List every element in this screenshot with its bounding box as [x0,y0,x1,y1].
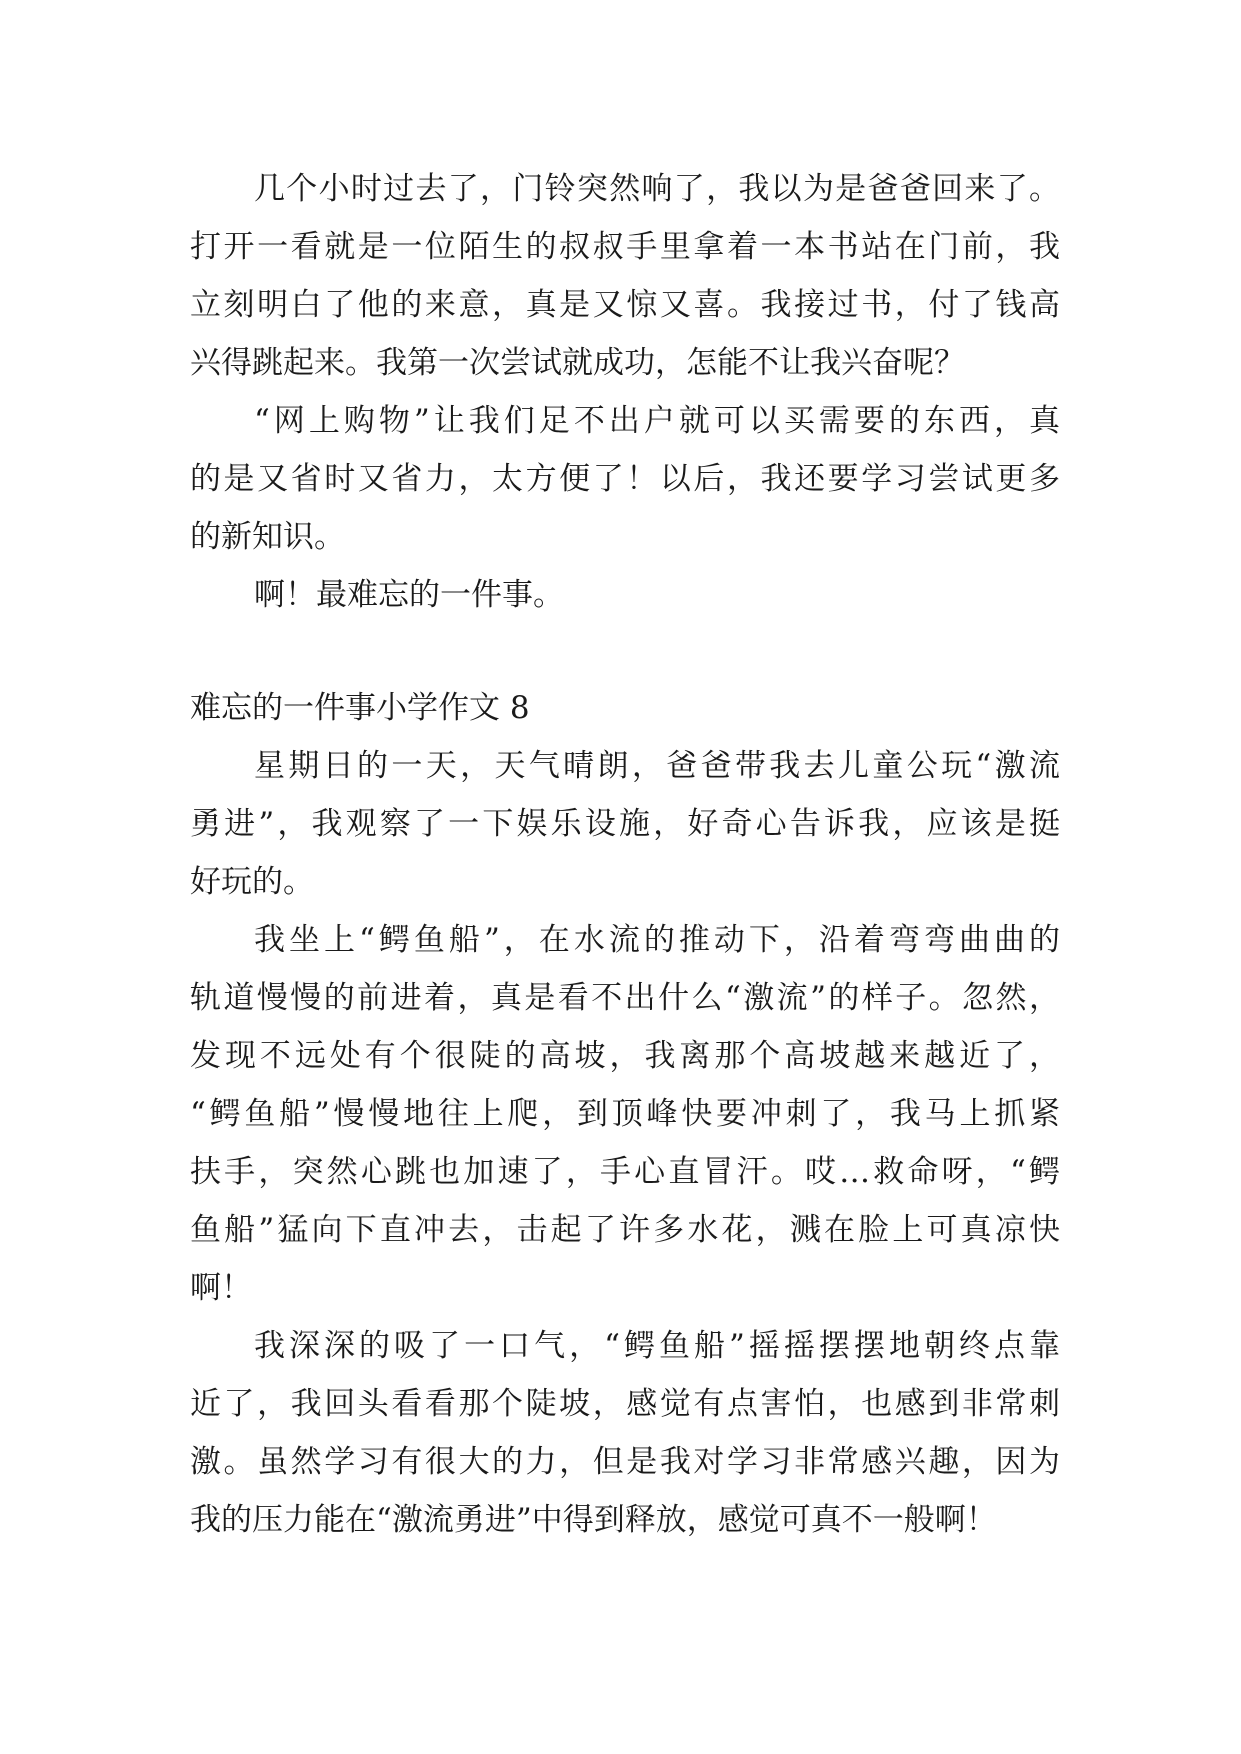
paragraph-line: 鱼船”猛向下直冲去，击起了许多水花，溅在脸上可真凉快 [190,1212,1060,1248]
spacer [190,624,1060,679]
paragraph-line: 星期日的一天，天气晴朗，爸爸带我去儿童公玩“激流 [254,748,1060,784]
paragraph [190,737,1060,911]
paragraph-line: 啊！最难忘的一件事。 [254,577,564,613]
paragraph-line: 几个小时过去了，门铃突然响了，我以为是爸爸回来了。 [254,171,1060,207]
paragraph [190,160,1060,392]
document-body [190,160,1060,1549]
paragraph-line: 我的压力能在“激流勇进”中得到释放，感觉可真不一般啊！ [190,1502,997,1538]
paragraph-line: 勇进”，我观察了一下娱乐设施，好奇心告诉我，应该是挺 [190,806,1060,842]
paragraph [190,566,1060,624]
paragraph-line: 兴得跳起来。我第一次尝试就成功，怎能不让我兴奋呢？ [190,345,965,381]
paragraph-line: 近了，我回头看看那个陡坡，感觉有点害怕，也感到非常刺 [190,1386,1060,1422]
paragraph-line: 的新知识。 [190,519,345,555]
paragraph [190,911,1060,1317]
paragraph-line: 激。虽然学习有很大的力，但是我对学习非常感兴趣，因为 [190,1444,1060,1480]
paragraph-line: 扶手，突然心跳也加速了，手心直冒汗。哎…救命呀，“鳄 [190,1154,1060,1190]
paragraph-line: 啊！ [190,1270,252,1306]
paragraph-line: 打开一看就是一位陌生的叔叔手里拿着一本书站在门前，我 [190,229,1060,265]
paragraph-line: 轨道慢慢的前进着，真是看不出什么“激流”的样子。忽然， [190,980,1060,1016]
paragraph [190,1317,1060,1549]
paragraph-line: 好玩的。 [190,864,314,900]
section-title: 难忘的一件事小学作文 8 [190,690,530,726]
paragraph-line: 我坐上“鳄鱼船”，在水流的推动下，沿着弯弯曲曲的 [254,922,1060,958]
paragraph-line: “网上购物”让我们足不出户就可以买需要的东西，真 [254,403,1060,439]
paragraph [190,392,1060,566]
paragraph-line: 我深深的吸了一口气，“鳄鱼船”摇摇摆摆地朝终点靠 [254,1328,1060,1364]
paragraph-line: 的是又省时又省力，太方便了！以后，我还要学习尝试更多 [190,461,1060,497]
paragraph-line: 立刻明白了他的来意，真是又惊又喜。我接过书，付了钱高 [190,287,1060,323]
paragraph-line: 发现不远处有个很陡的高坡，我离那个高坡越来越近了， [190,1038,1060,1074]
paragraph-line: “鳄鱼船”慢慢地往上爬，到顶峰快要冲刺了，我马上抓紧 [190,1096,1060,1132]
